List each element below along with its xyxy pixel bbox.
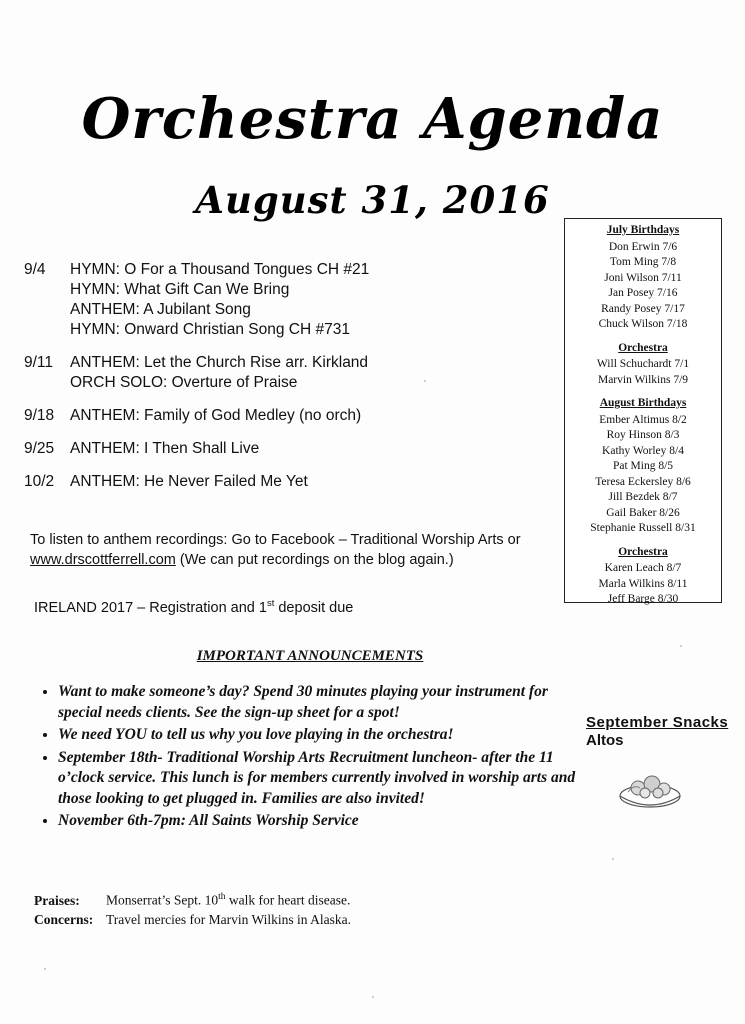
birthday-item: Teresa Eckersley 8/6 <box>595 475 691 488</box>
praises-text: Monserrat’s Sept. 10 <box>106 892 219 908</box>
service-schedule <box>24 260 544 505</box>
birthday-item: Gail Baker 8/26 <box>606 506 680 519</box>
birthdays-box <box>564 218 722 603</box>
snacks-assignee: Altos <box>586 732 624 749</box>
ireland-suffix: deposit due <box>274 599 354 616</box>
schedule-line: ORCH SOLO: Overture of Praise <box>70 374 298 391</box>
recordings-note-line1: To listen to anthem recordings: Go to Facebook – Traditional Worship Arts or <box>30 532 521 548</box>
birthday-item: Marla Wilkins 8/11 <box>598 577 688 590</box>
schedule-entry <box>24 353 544 393</box>
schedule-line: ANTHEM: I Then Shall Live <box>70 440 260 457</box>
schedule-line: HYMN: What Gift Can We Bring <box>70 281 290 298</box>
scan-speck <box>372 996 374 998</box>
praises-ordinal: th <box>218 892 226 902</box>
birthday-item: Marvin Wilkins 7/9 <box>597 373 689 386</box>
recordings-note-line2: (We can put recordings on the blog again.) <box>179 552 454 568</box>
birthday-item: Will Schuchardt 7/1 <box>596 358 690 370</box>
page-title: Orchestra Agenda <box>81 86 664 152</box>
schedule-line: HYMN: O For a Thousand Tongues CH #21 <box>70 261 370 278</box>
birthday-item: Randy Posey 7/17 <box>601 302 685 315</box>
scan-speck <box>612 858 614 860</box>
schedule-line: ANTHEM: Let the Church Rise arr. Kirkland <box>70 354 369 371</box>
announcements-list <box>36 682 578 834</box>
schedule-entry <box>24 406 544 426</box>
birthday-item: Pat Ming 8/5 <box>612 460 674 472</box>
birthday-item: Stephanie Russell 8/31 <box>590 522 696 534</box>
scan-speck <box>680 645 682 647</box>
page-date: August 31, 2016 <box>195 178 550 222</box>
ireland-ordinal: st <box>266 598 275 609</box>
announcement-item: • September 18th- Traditional Worship Arts Recruitment luncheon- after the 11 o’clock service. This lunch is for members currently involved in worship arts and those looking to get plugged in. Families are also invited! <box>58 748 578 810</box>
ireland-trip-note <box>34 598 534 616</box>
birthday-item: Don Erwin 7/6 <box>608 240 678 253</box>
scan-speck <box>424 380 426 382</box>
birthday-item: Jeff Barge 8/30 <box>607 593 679 605</box>
snack-bowl-icon <box>598 762 702 814</box>
snacks-label: September Snacks <box>586 714 729 731</box>
announcement-item: • We need YOU to tell us why you love playing in the orchestra! <box>58 725 578 746</box>
birthday-item: Joni Wilson 7/11 <box>604 271 682 284</box>
concerns-row <box>34 910 554 929</box>
schedule-line: HYMN: Onward Christian Song CH #731 <box>70 321 350 338</box>
schedule-line: ANTHEM: Family of God Medley (no orch) <box>70 407 362 424</box>
schedule-line: ANTHEM: He Never Failed Me Yet <box>70 473 308 490</box>
schedule-entry <box>24 439 544 459</box>
blog-link[interactable]: www.drscottferrell.com <box>30 552 176 568</box>
schedule-date: 9/4 <box>24 261 46 278</box>
july-birthdays-heading: July Birthdays <box>606 224 680 236</box>
birthday-item: Roy Hinson 8/3 <box>606 429 680 441</box>
schedule-entry <box>24 260 544 340</box>
concerns-label: Concerns: <box>34 911 94 927</box>
birthday-item: Jill Bezdek 8/7 <box>608 491 678 503</box>
schedule-date: 10/2 <box>24 473 55 490</box>
august-orchestra-heading: Orchestra <box>618 545 668 558</box>
schedule-date: 9/11 <box>24 354 54 371</box>
snacks-block <box>586 714 736 749</box>
recordings-note <box>30 530 550 570</box>
announcement-item: • November 6th-7pm: All Saints Worship Service <box>58 811 578 832</box>
praises-tail: walk for heart disease. <box>225 892 351 908</box>
announcements-heading: IMPORTANT ANNOUNCEMENTS <box>196 648 424 664</box>
birthday-item: Ember Altimus 8/2 <box>599 413 687 426</box>
july-orchestra-heading: Orchestra <box>618 341 668 354</box>
birthday-item: Chuck Wilson 7/18 <box>598 318 688 330</box>
birthday-item: Kathy Worley 8/4 <box>602 444 684 457</box>
praises-row <box>34 888 554 910</box>
birthday-item: Jan Posey 7/16 <box>608 287 678 299</box>
praises-label: Praises: <box>34 892 80 908</box>
announcement-item: • Want to make someone’s day? Spend 30 minutes playing your instrument for special needs clients. See the sign-up sheet for a spot! <box>58 682 578 723</box>
ireland-prefix: IRELAND 2017 – Registration and 1 <box>34 599 267 616</box>
schedule-date: 9/25 <box>24 440 55 457</box>
august-birthdays-heading: August Birthdays <box>599 397 687 409</box>
schedule-entry <box>24 472 544 492</box>
birthday-item: Karen Leach 8/7 <box>604 562 682 574</box>
scan-speck <box>44 968 46 970</box>
schedule-line: ANTHEM: A Jubilant Song <box>70 301 251 318</box>
praises-concerns <box>34 888 554 929</box>
birthday-item: Tom Ming 7/8 <box>609 256 677 268</box>
concerns-text: Travel mercies for Marvin Wilkins in Alaska. <box>106 911 352 927</box>
schedule-date: 9/18 <box>24 407 55 424</box>
